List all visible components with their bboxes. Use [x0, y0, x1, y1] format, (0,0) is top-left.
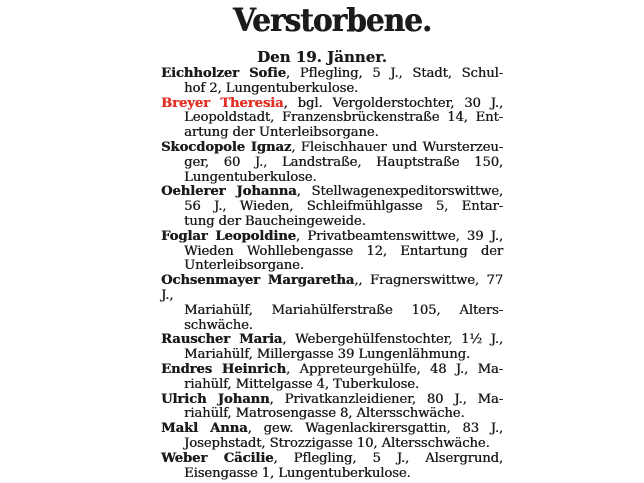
- entry-first-line: [161, 393, 503, 408]
- entry-continuation-line: Mariahülf, Mariahülferstraße 105, Alters-: [184, 302, 503, 318]
- entry-first-line: [161, 274, 503, 304]
- entry-continuation-line: ger, 60 J., Landstraße, Hauptstraße 150,: [184, 154, 503, 170]
- entry-first-line: [161, 452, 503, 467]
- entry-details: , Pflegling, 5 J., Stadt, Schul-: [285, 66, 503, 81]
- deceased-name: Breyer Theresia: [161, 95, 284, 111]
- entry-continuation-line: schwäche.: [184, 317, 253, 333]
- entry-first-line: [161, 97, 503, 112]
- entry-continuation-line: Eisengasse 1, Lungentuberkulose.: [184, 465, 411, 481]
- death-notice-entry: [161, 230, 503, 274]
- entry-continuation-line: riahülf, Matrosengasse 8, Altersschwäche.: [184, 406, 465, 422]
- entry-details: , Privatbeamtenswittwe, 39 J.,: [295, 228, 503, 244]
- section-title: Verstorbene.: [232, 1, 432, 39]
- entry-continuation-line: hof 2, Lungentuberkulose.: [184, 80, 359, 96]
- deceased-name: Endres Heinrich: [161, 361, 286, 377]
- date-heading: Den 19. Jänner.: [257, 48, 387, 66]
- death-notice-entry: [161, 97, 503, 141]
- entries-list: [161, 67, 503, 481]
- entry-details: , gew. Wagenlackirersgattin, 83 J.,: [247, 421, 503, 437]
- death-notice-entry: [161, 67, 503, 97]
- entry-continuation-line: artung der Unterleibsorgane.: [184, 125, 379, 141]
- entry-continuation-line: Josephstadt, Strozzigasse 10, Altersschwäche.: [184, 435, 490, 451]
- entry-first-line: [161, 67, 503, 82]
- entry-details: ,, Fragnerswittwe, 77 J.,: [161, 273, 503, 303]
- entry-continuation-line: riahülf, Mittelgasse 4, Tuberkulose.: [184, 376, 419, 392]
- deceased-name: Eichholzer Sofie: [161, 66, 286, 81]
- death-notice-entry: [161, 333, 503, 363]
- entry-first-line: [161, 230, 503, 245]
- entry-first-line: [161, 363, 503, 378]
- entry-details: , Appreteurgehülfe, 48 J., Ma-: [286, 361, 503, 377]
- entry-details: , Webergehülfenstochter, 1½ J.,: [282, 332, 503, 348]
- deceased-name: Foglar Leopoldine: [161, 228, 296, 244]
- deceased-name: Ulrich Johann: [161, 391, 270, 407]
- death-notice-entry: [161, 274, 503, 333]
- entry-first-line: [161, 141, 503, 156]
- entry-first-line: [161, 422, 503, 437]
- entry-first-line: [161, 185, 503, 200]
- deceased-name: Oehlerer Johanna: [161, 184, 297, 200]
- entry-first-line: [161, 333, 503, 348]
- entry-continuation-line: Unterleibsorgane.: [184, 258, 304, 274]
- entry-details: , Privatkanzleidiener, 80 J., Ma-: [269, 391, 503, 407]
- entry-details: , Fleischhauer und Wursterzeu-: [291, 139, 503, 155]
- entry-details: , Pflegling, 5 J., Alsergrund,: [273, 450, 503, 466]
- death-notice-entry: [161, 185, 503, 229]
- death-notice-entry: [161, 141, 503, 185]
- death-notice-entry: [161, 393, 503, 423]
- entry-continuation-line: 56 J., Wieden, Schleifmühlgasse 5, Entar-: [184, 199, 503, 215]
- deceased-name: Rauscher Maria: [161, 332, 283, 348]
- entry-details: , bgl. Vergolderstochter, 30 J.,: [283, 95, 503, 111]
- entry-continuation-line: Mariahülf, Millergasse 39 Lungenlähmung.: [184, 347, 471, 363]
- death-notice-entry: [161, 363, 503, 393]
- entry-continuation-line: tung der Baucheingeweide.: [184, 213, 366, 229]
- death-notice-entry: [161, 422, 503, 452]
- death-notice-entry: [161, 452, 503, 482]
- deceased-name: Skocdopole Ignaz: [161, 139, 292, 155]
- entry-continuation-line: Lungentuberkulose.: [184, 169, 317, 185]
- deceased-name: Makl Anna: [161, 421, 248, 437]
- entry-continuation-line: Leopoldstadt, Franzensbrückenstraße 14, Ent-: [184, 110, 503, 126]
- deceased-name: Ochsenmayer Margaretha: [161, 273, 355, 289]
- entry-details: , Stellwagenexpeditorswittwe,: [296, 184, 503, 200]
- deceased-name: Weber Cäcilie: [161, 450, 274, 466]
- entry-continuation-line: Wieden Wohllebengasse 12, Entartung der: [184, 243, 503, 259]
